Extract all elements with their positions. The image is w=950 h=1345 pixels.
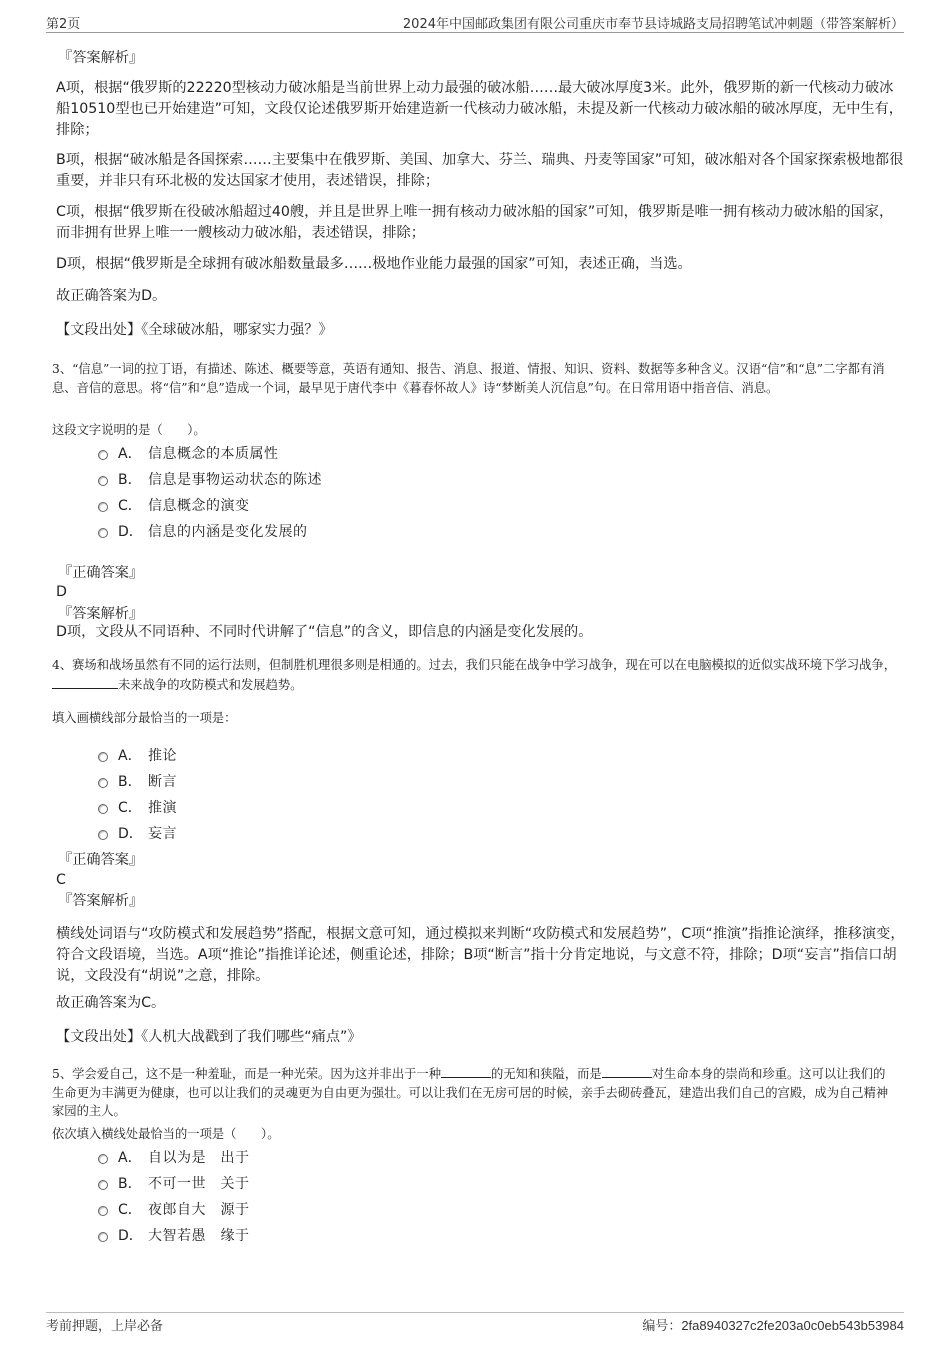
q4-stem: 4、赛场和战场虽然有不同的运行法则，但制胜机理很多则是相通的。过去，我们只能在战争中学习战争，现在可以在电脑模拟的近似实战环境下学习战争，未来战争的攻防模式和发展趋势。 [52, 658, 897, 692]
page-footer [46, 1312, 904, 1335]
q2-conclusion: 故正确答案为D。 [56, 288, 167, 304]
q5-option-d[interactable]: D． 大智若愚 缘于 [98, 1222, 250, 1248]
q2-analysis-c: C项，根据“俄罗斯在役破冰船超过40艘，并且是世界上唯一拥有核动力破冰船的国家”可知，俄罗斯是唯一拥有核动力破冰船的国家，而非拥有世界上唯一一艘核动力破冰船，表述错误，排除； [56, 204, 894, 241]
radio-icon[interactable] [98, 502, 108, 512]
radio-icon[interactable] [98, 1206, 108, 1216]
footer-slogan: 考前押题，上岸必备 [46, 1318, 164, 1334]
q4-options [56, 742, 177, 846]
q3-analysis-label: 『答案解析』 [58, 606, 144, 622]
q4-option-b[interactable]: B． 断言 [98, 768, 177, 794]
radio-icon[interactable] [98, 1180, 108, 1190]
blank-line [52, 675, 118, 689]
radio-icon[interactable] [98, 476, 108, 486]
q5-option-c[interactable]: C． 夜郎自大 源于 [98, 1196, 250, 1222]
radio-icon[interactable] [98, 1232, 108, 1242]
q2-analysis-a: A项，根据“俄罗斯的22220型核动力破冰船是当前世界上动力最强的破冰船……最大破冰厚度3米。此外，俄罗斯的新一代核动力破冰船10510型也已开始建造”可知，文段仅论述俄罗斯开始建造新一代核动力破冰船，未提及新一代核动力破冰船的破冰厚度，无中生有，排除； [56, 80, 903, 138]
radio-icon[interactable] [98, 450, 108, 460]
q4-conclusion: 故正确答案为C。 [56, 995, 166, 1011]
q4-answer: C [56, 872, 66, 888]
footer-code: 编号：2fa8940327c2fe203a0c0eb543b53984 [642, 1317, 904, 1334]
q3-option-d[interactable]: D． 信息的内涵是变化发展的 [98, 518, 322, 544]
q3-stem: 3、“信息”一词的拉丁语，有描述、陈述、概要等意，英语有通知、报告、消息、报道、情报、知识、资料、数据等多种含义。汉语“信”和“息”二字都有消息、音信的意思。将“信”和“息”造成一个词，最早见于唐代李中《暮春怀故人》诗“梦断美人沉信息”句。在日常用语中指音信、消息。 [52, 362, 885, 395]
q5-option-b[interactable]: B． 不可一世 关于 [98, 1170, 250, 1196]
q4-analysis: 横线处词语与“攻防模式和发展趋势”搭配，根据文意可知，通过模拟来判断“攻防模式和发展趋势”，C项“推演”指推论演绎，推移演变，符合文段语境，当选。A项“推论”指推详论述，侧重论述，排除；B项“断言”指十分肯定地说，与文意不符，排除；D项“妄言”指信口胡说，文段没有“胡说”之意，排除。 [56, 926, 905, 984]
radio-icon[interactable] [98, 528, 108, 538]
q5-stem: 5、学会爱自己，这不是一种羞耻，而是一种光荣。因为这并非出于一种 的无知和狭隘，而是 对生命本身的崇尚和珍重。这可以让我们的生命更为丰满更为健康，也可以让我们的灵魂更为自由更为强壮。可以让我们在无房可居的时候，亲手去砌砖叠瓦，建造出我们自己的宫殿，成为自己精神家园的主人。 [52, 1064, 894, 1121]
q3-option-c[interactable]: C． 信息概念的演变 [98, 492, 322, 518]
radio-icon[interactable] [98, 830, 108, 840]
q2-analysis-d: D项，根据“俄罗斯是全球拥有破冰船数量最多……极地作业能力最强的国家”可知，表述正确，当选。 [56, 256, 692, 272]
document-title: 2024年中国邮政集团有限公司重庆市奉节县诗城路支局招聘笔试冲刺题（带答案解析） [402, 16, 904, 32]
blank-line [441, 1064, 491, 1078]
q2-analysis-label: 『答案解析』 [58, 50, 144, 66]
q3-options [56, 440, 322, 544]
q5-question: 依次填入横线处最恰当的一项是（ ）。 [52, 1127, 280, 1141]
q4-answer-label: 『正确答案』 [58, 852, 144, 868]
q4-question: 填入画横线部分最恰当的一项是： [52, 711, 237, 725]
q3-option-b[interactable]: B． 信息是事物运动状态的陈述 [98, 466, 322, 492]
radio-icon[interactable] [98, 804, 108, 814]
q3-question: 这段文字说明的是（ ）。 [52, 423, 206, 437]
page-number: 第2页 [46, 16, 81, 32]
q5-option-a[interactable]: A． 自以为是 出于 [98, 1144, 250, 1170]
q3-option-a[interactable]: A． 信息概念的本质属性 [98, 440, 322, 466]
q2-analysis-b: B项，根据“破冰船是各国探索……主要集中在俄罗斯、美国、加拿大、芬兰、瑞典、丹麦等国家”可知，破冰船对各个国家探索极地都很重要，并非只有环北极的发达国家才使用，表述错误，排除； [56, 152, 904, 189]
q4-option-d[interactable]: D． 妄言 [98, 820, 177, 846]
q4-source: 【文段出处】《人机大战戳到了我们哪些“痛点”》 [56, 1029, 362, 1045]
q4-analysis-label: 『答案解析』 [58, 893, 144, 909]
q2-source: 【文段出处】《全球破冰船，哪家实力强？》 [56, 322, 333, 338]
page-header [46, 12, 904, 33]
radio-icon[interactable] [98, 1154, 108, 1164]
radio-icon[interactable] [98, 778, 108, 788]
radio-icon[interactable] [98, 752, 108, 762]
q3-analysis: D项，文段从不同语种、不同时代讲解了“信息”的含义，即信息的内涵是变化发展的。 [56, 624, 593, 640]
q3-answer: D [56, 584, 67, 600]
q4-option-a[interactable]: A． 推论 [98, 742, 177, 768]
q3-answer-label: 『正确答案』 [58, 565, 144, 581]
blank-line [602, 1064, 652, 1078]
q5-options [56, 1144, 250, 1248]
q4-option-c[interactable]: C． 推演 [98, 794, 177, 820]
